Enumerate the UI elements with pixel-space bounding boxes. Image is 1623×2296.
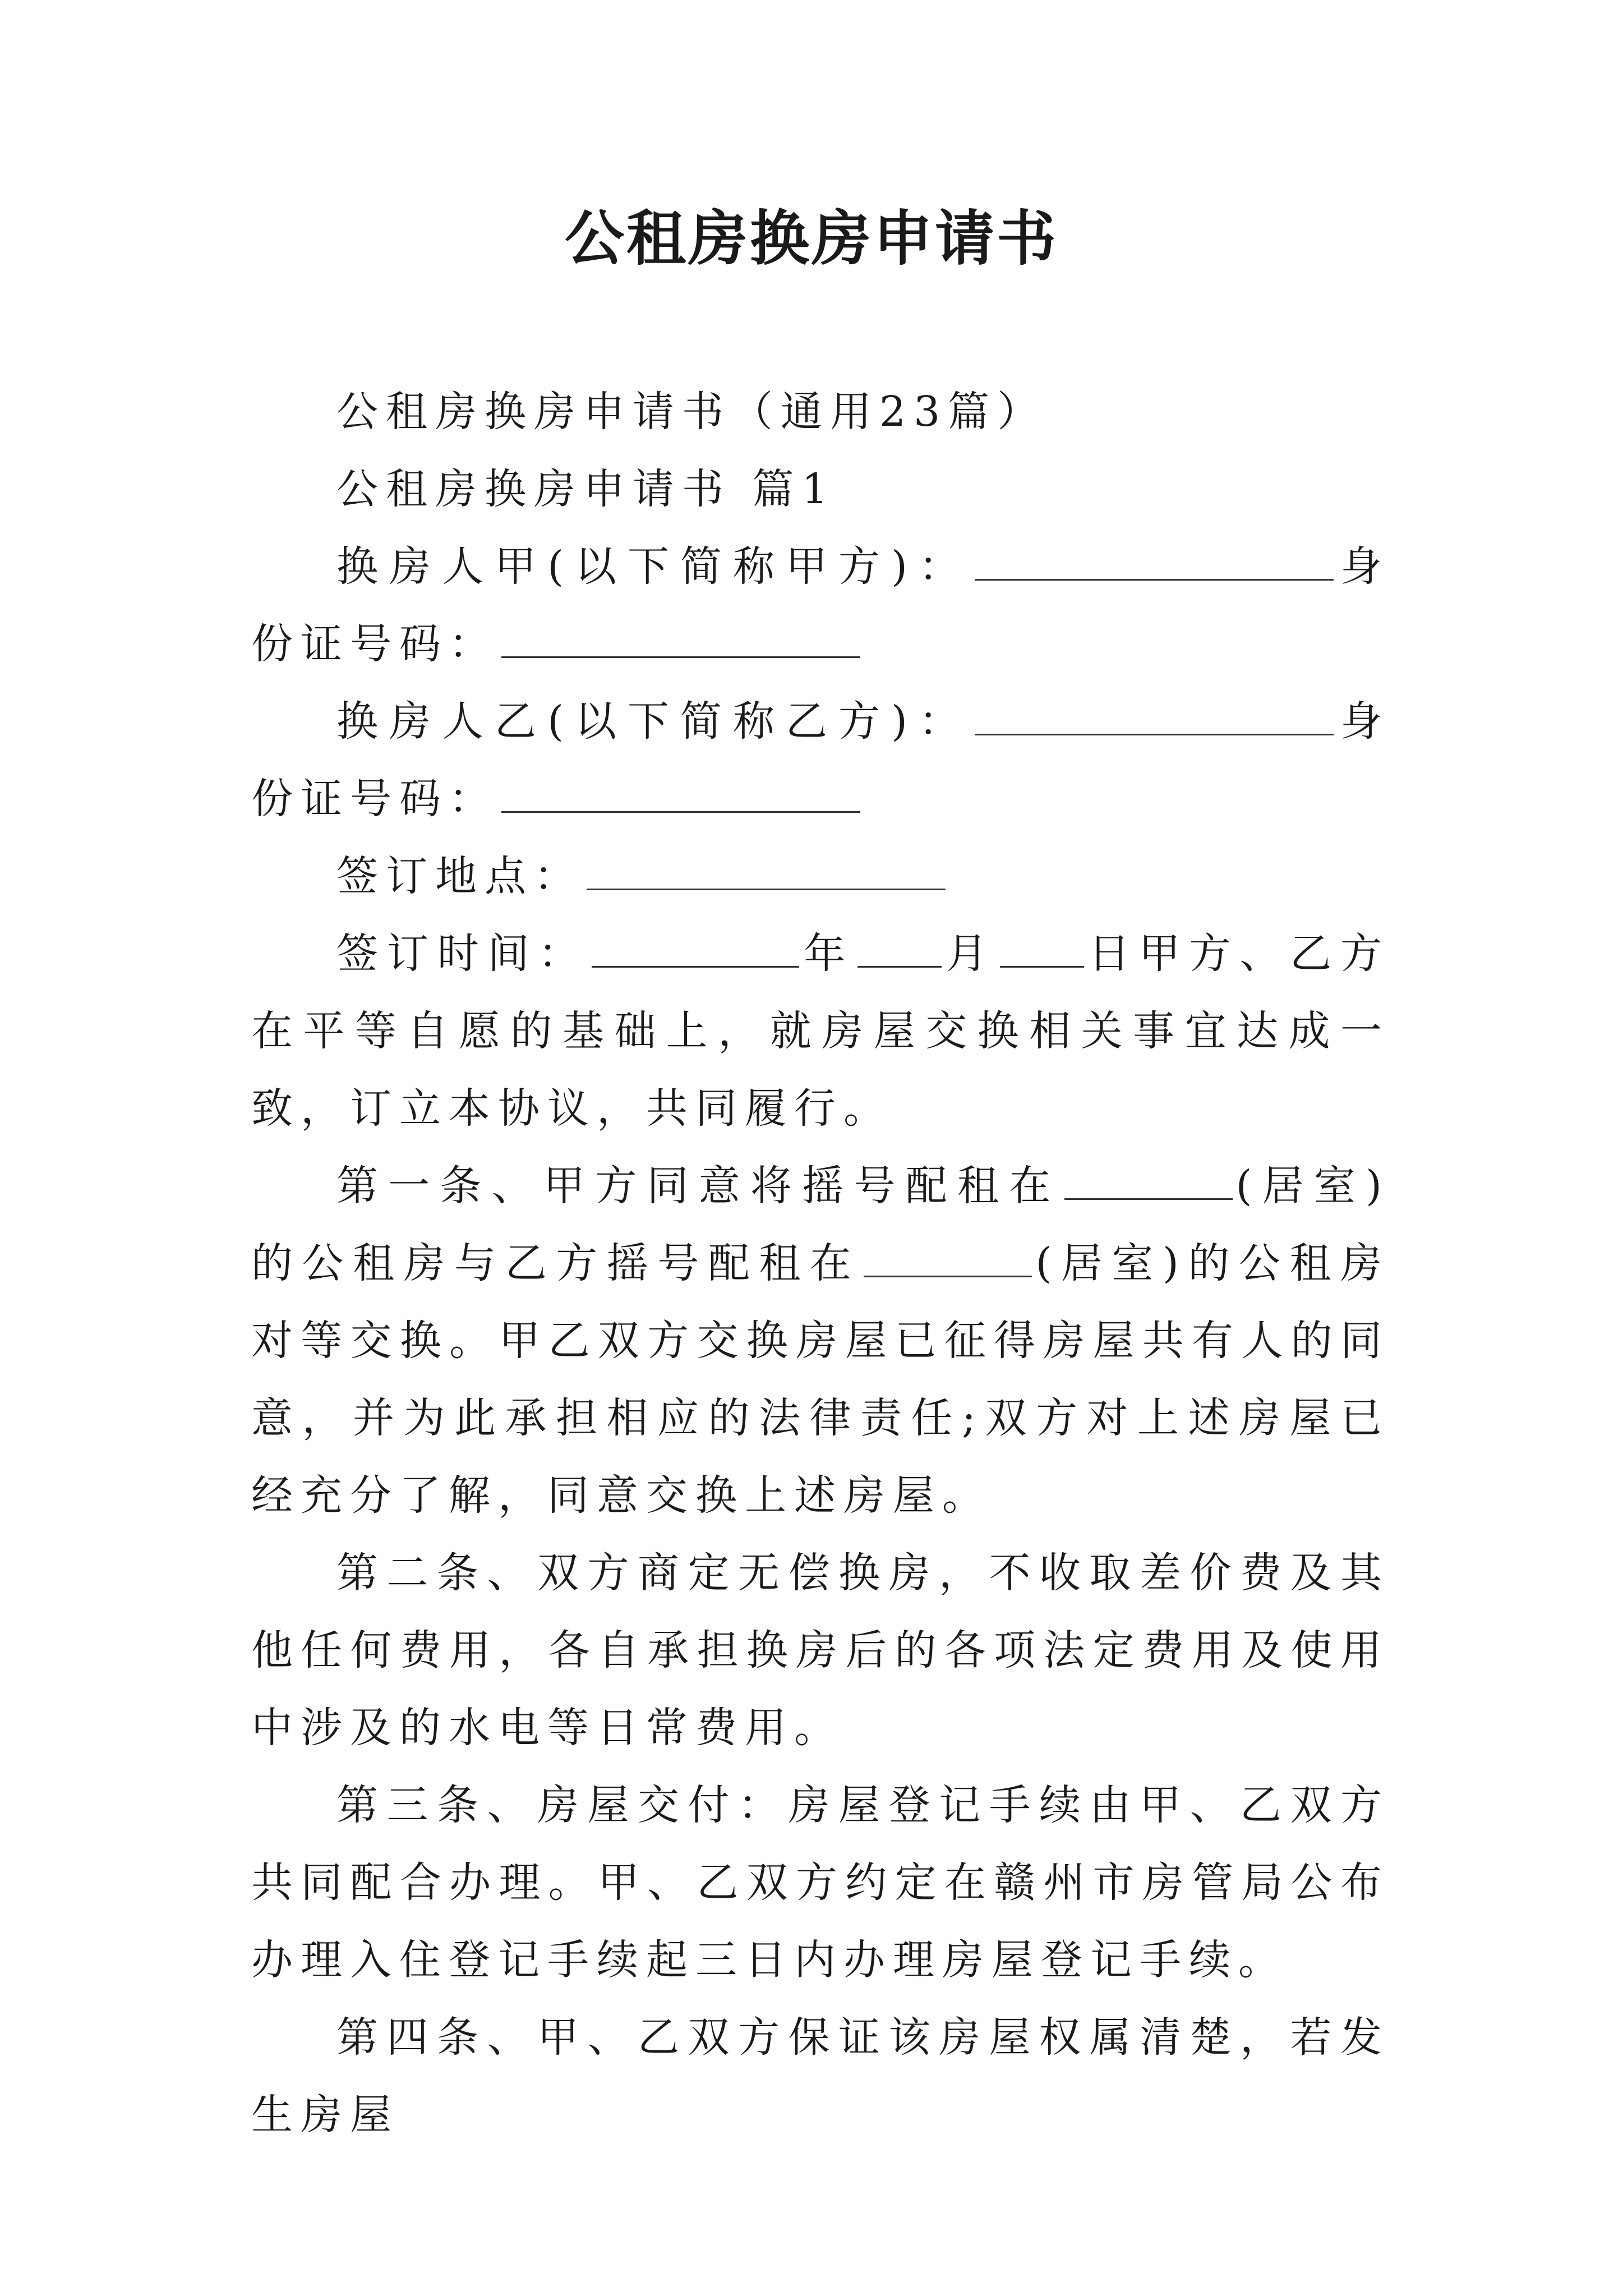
- article-4-text: 第四条、甲、乙双方保证该房屋权属清楚，若发生房屋: [251, 2013, 1390, 2139]
- sign-year-blank: [592, 929, 799, 968]
- party-a-label: 换房人甲(以下简称甲方)：: [336, 542, 971, 591]
- article-2: [251, 1534, 1390, 1766]
- party-b-id-label-1: 身份证: [251, 697, 1390, 823]
- party-b-id-blank: [501, 774, 860, 813]
- sign-month-label: 月: [945, 930, 997, 978]
- section-heading-text: 公租房换房申请书 篇1: [336, 465, 836, 513]
- article-3: [251, 1766, 1390, 1999]
- party-a-name-blank: [975, 542, 1334, 581]
- party-b-label: 换房人乙(以下简称乙方)：: [336, 697, 971, 746]
- document-body: [251, 373, 1390, 2154]
- party-a-line: [251, 528, 1390, 683]
- document-subtitle: [251, 373, 1390, 450]
- document-title: 公租房换房申请书: [565, 203, 1058, 273]
- article-3-text: 第三条、房屋交付：房屋登记手续由甲、乙双方共同配合办理。甲、乙双方约定在赣州市房管局公布办理入住登记手续起三日内办理房屋登记手续。: [251, 1781, 1390, 1984]
- subtitle-text: 公租房换房申请书（通用23篇）: [336, 388, 1047, 436]
- article-1-room-a-blank: [1064, 1161, 1233, 1200]
- party-a-id-label-2: 号码：: [350, 620, 498, 668]
- sign-year-label: 年: [803, 930, 855, 978]
- article-2-text: 第二条、双方商定无偿换房，不收取差价费及其他任何费用，各自承担换房后的各项法定费用及使用中涉及的水电等日常费用。: [251, 1549, 1390, 1752]
- section-heading: [251, 450, 1390, 528]
- party-b-id-label-2: 号码：: [350, 775, 498, 823]
- sign-place-line: [251, 838, 1390, 915]
- sign-time-paragraph: [251, 915, 1390, 1147]
- article-4: [251, 1999, 1390, 2154]
- article-1: [251, 1147, 1390, 1534]
- sign-time-text: 日甲方、乙方在平等自愿的基础上，就房屋交换相关事宜达成一致，订立本协议，共同履行。: [251, 930, 1390, 1133]
- article-1-part-1: 第一条、甲方同意将摇号配租在: [336, 1162, 1061, 1210]
- party-b-line: [251, 683, 1390, 838]
- article-1-part-3: (居室)的公租房对等交换。甲乙双方交换房屋已征得房屋共有人的同意，并为此承担相应的法律责任;双方对上述房屋已经充分了解，同意交换上述房屋。: [251, 1239, 1390, 1520]
- sign-place-blank: [587, 852, 946, 890]
- article-1-part-2: (居室)的公租房与乙方摇号配租在: [251, 1162, 1390, 1287]
- party-a-id-blank: [501, 619, 860, 658]
- sign-place-label: 签订地点：: [336, 852, 583, 900]
- article-1-room-b-blank: [864, 1239, 1032, 1277]
- party-b-name-blank: [975, 697, 1334, 735]
- party-a-id-label-1: 身份证: [251, 542, 1390, 668]
- sign-month-blank: [857, 929, 942, 968]
- sign-day-blank: [1000, 929, 1084, 968]
- sign-time-label: 签订时间：: [336, 930, 589, 978]
